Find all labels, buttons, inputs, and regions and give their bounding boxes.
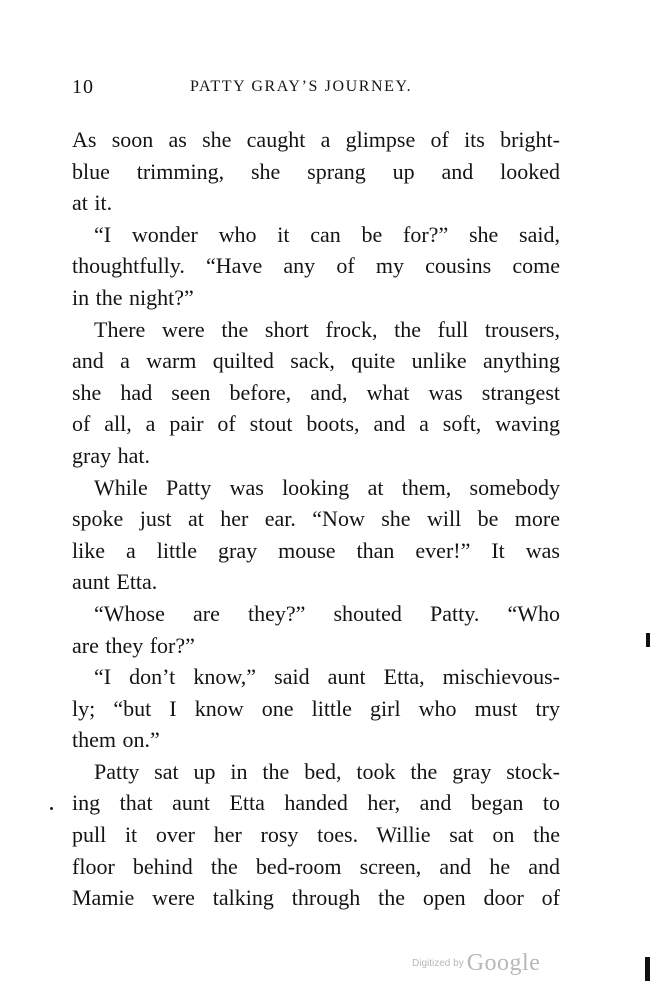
text-line: them on.” [72, 727, 160, 753]
scan-edge-mark [645, 957, 650, 981]
text-line: “I don’t know,” said aunt Etta, mischievous- [94, 664, 560, 690]
running-title: PATTY GRAY’S JOURNEY. [190, 78, 413, 95]
text-line: “I wonder who it can be for?” she said, [94, 221, 560, 247]
text-line: spoke just at her ear. “Now she will be more [72, 506, 560, 532]
text-line: gray hat. [72, 442, 150, 468]
text-line: “Whose are they?” shouted Patty. “Who [94, 600, 560, 626]
text-line: pull it over her rosy toes. Willie sat on the [72, 822, 560, 848]
text-line: and a warm quilted sack, quite unlike anything [72, 348, 560, 374]
scan-edge-mark [646, 633, 650, 647]
scan-speck [50, 807, 53, 810]
text-line: ing that aunt Etta handed her, and began to [72, 790, 560, 816]
text-line: Mamie were talking through the open door of [72, 885, 560, 911]
text-line: like a little gray mouse than ever!” It was [72, 537, 560, 563]
text-line: thoughtfully. “Have any of my cousins come [72, 253, 560, 279]
page-number: 10 [72, 76, 94, 98]
text-line: While Patty was looking at them, somebody [94, 474, 560, 500]
text-line: There were the short frock, the full trousers, [94, 316, 560, 342]
text-line: Patty sat up in the bed, took the gray stock- [94, 758, 560, 784]
body-text [72, 124, 560, 914]
text-line: aunt Etta. [72, 569, 158, 595]
digitized-watermark [412, 950, 540, 980]
text-line: blue trimming, she sprang up and looked [72, 158, 560, 184]
watermark-prefix: Digitized by [412, 958, 464, 969]
text-line: are they for?” [72, 632, 195, 658]
page-header [72, 76, 562, 102]
text-line: floor behind the bed-room screen, and he and [72, 853, 560, 879]
text-line: of all, a pair of stout boots, and a soft, waving [72, 411, 560, 437]
text-line: As soon as she caught a glimpse of its bright- [72, 127, 560, 152]
text-line: at it. [72, 190, 113, 216]
text-line: she had seen before, and, what was strangest [72, 379, 560, 405]
text-line: ly; “but I know one little girl who must try [72, 695, 560, 721]
text-line: in the night?” [72, 284, 194, 310]
watermark-logo: Google [466, 950, 541, 976]
